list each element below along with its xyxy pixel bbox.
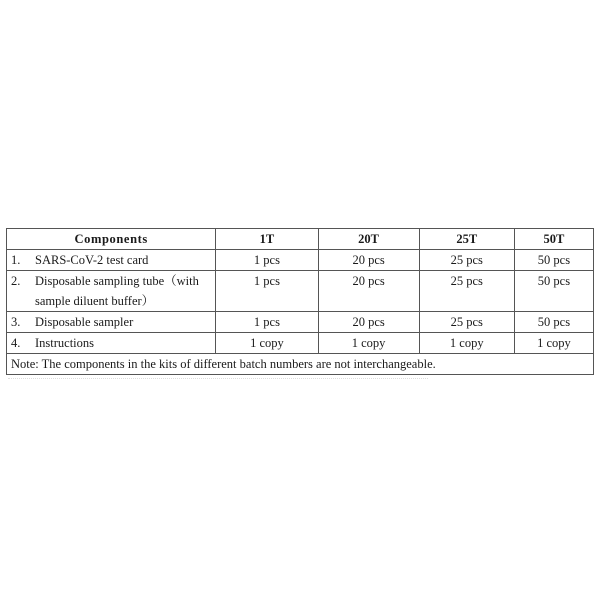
qty-25t: 25 pcs xyxy=(419,250,514,271)
component-name: Disposable sampler xyxy=(35,315,134,329)
qty-1t: 1 copy xyxy=(216,333,318,354)
component-name: Instructions xyxy=(35,336,95,350)
qty-20t: 20 pcs xyxy=(318,312,419,333)
divider xyxy=(8,378,428,380)
components-table xyxy=(6,228,594,375)
component-number: 2. xyxy=(11,274,21,288)
table-row xyxy=(7,250,594,271)
header-50t: 50T xyxy=(514,229,593,250)
component-name: Disposable sampling tube（with sample diluent buffer） xyxy=(35,274,199,308)
component-cell xyxy=(7,312,216,333)
qty-1t: 1 pcs xyxy=(216,312,318,333)
qty-1t: 1 pcs xyxy=(216,271,318,312)
qty-20t: 20 pcs xyxy=(318,250,419,271)
header-25t: 25T xyxy=(419,229,514,250)
component-cell xyxy=(7,333,216,354)
qty-50t: 1 copy xyxy=(514,333,593,354)
header-components: Components xyxy=(7,229,216,250)
table-row xyxy=(7,333,594,354)
qty-20t: 1 copy xyxy=(318,333,419,354)
component-number: 3. xyxy=(11,315,21,329)
table-row xyxy=(7,312,594,333)
note-row xyxy=(7,354,594,375)
component-number: 1. xyxy=(11,253,21,267)
qty-25t: 25 pcs xyxy=(419,271,514,312)
qty-50t: 50 pcs xyxy=(514,250,593,271)
qty-1t: 1 pcs xyxy=(216,250,318,271)
table-header-row xyxy=(7,229,594,250)
table-row xyxy=(7,271,594,312)
component-name: SARS-CoV-2 test card xyxy=(35,253,149,267)
qty-25t: 1 copy xyxy=(419,333,514,354)
component-number: 4. xyxy=(11,336,21,350)
header-20t: 20T xyxy=(318,229,419,250)
qty-50t: 50 pcs xyxy=(514,312,593,333)
component-cell xyxy=(7,250,216,271)
component-cell xyxy=(7,271,216,312)
note-text: Note: The components in the kits of different batch numbers are not interchangeable. xyxy=(7,354,594,375)
qty-25t: 25 pcs xyxy=(419,312,514,333)
header-1t: 1T xyxy=(216,229,318,250)
qty-50t: 50 pcs xyxy=(514,271,593,312)
qty-20t: 20 pcs xyxy=(318,271,419,312)
